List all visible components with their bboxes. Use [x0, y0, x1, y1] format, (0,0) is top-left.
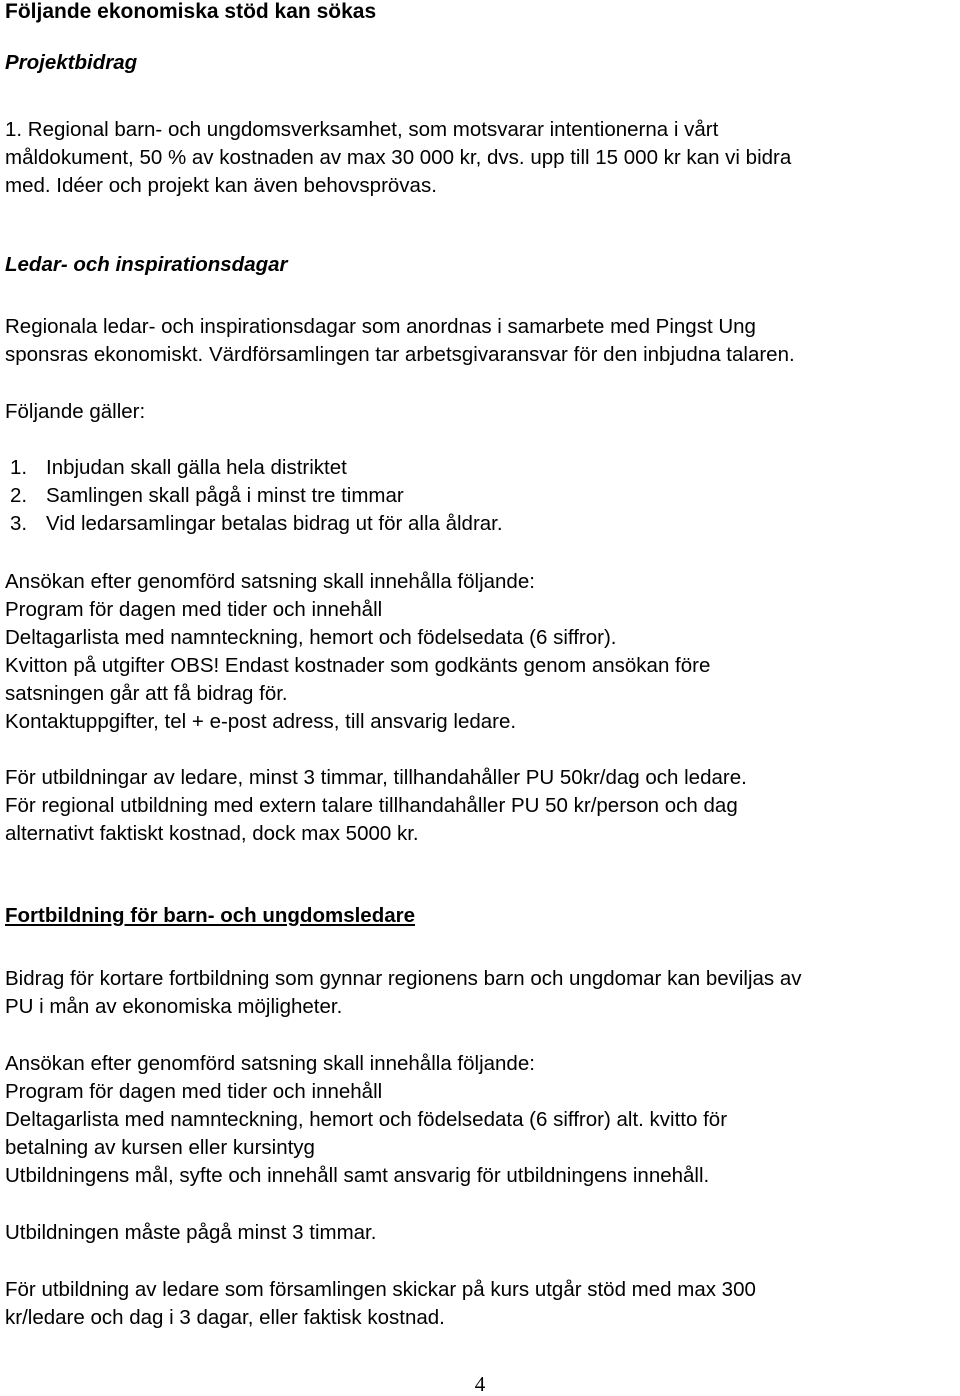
projektbidrag-body: [5, 116, 791, 200]
text-line: Program för dagen med tider och innehåll: [5, 1080, 383, 1103]
section-title-ledardagar: Ledar- och inspirationsdagar: [5, 253, 288, 276]
text-line: För utbildning av ledare som församlingen skickar på kurs utgår stöd med max 300: [5, 1278, 756, 1301]
page-number: 4: [474, 1372, 486, 1396]
text-line: Bidrag för kortare fortbildning som gynnar regionens barn och ungdomar kan beviljas av: [5, 967, 802, 990]
list-number: 1.: [10, 456, 28, 479]
list-text: Inbjudan skall gälla hela distriktet: [46, 456, 347, 479]
text-line: För regional utbildning med extern talare tillhandahåller PU 50 kr/person och dag: [5, 794, 738, 817]
text-line: Ansökan efter genomförd satsning skall innehålla följande:: [5, 570, 535, 593]
text-line: Ansökan efter genomförd satsning skall innehålla följande:: [5, 1052, 535, 1075]
text-line: måldokument, 50 % av kostnaden av max 30 000 kr, dvs. upp till 15 000 kr kan vi bidra: [5, 146, 792, 169]
fortbildning-intro: [5, 965, 802, 1021]
list-text: Samlingen skall pågå i minst tre timmar: [46, 484, 404, 507]
text-line: Program för dagen med tider och innehåll: [5, 598, 383, 621]
text-line: sponsras ekonomiskt. Värdförsamlingen tar arbetsgivaransvar för den inbjudna talaren.: [5, 343, 795, 366]
text-line: kr/ledare och dag i 3 dagar, eller faktisk kostnad.: [5, 1306, 445, 1329]
text-line: Kvitton på utgifter OBS! Endast kostnader som godkänts genom ansökan före: [5, 654, 711, 677]
text-line: alternativt faktiskt kostnad, dock max 5000 kr.: [5, 822, 419, 845]
text-line: För utbildningar av ledare, minst 3 timmar, tillhandahåller PU 50kr/dag och ledare.: [5, 766, 747, 789]
fortbildning-application: [5, 1050, 727, 1190]
text-line: Deltagarlista med namnteckning, hemort och födelsedata (6 siffror).: [5, 626, 617, 649]
ledardagar-support: [5, 764, 747, 848]
list-item: [5, 454, 503, 482]
text-line: Kontaktuppgifter, tel + e-post adress, till ansvarig ledare.: [5, 710, 517, 733]
text-line: Deltagarlista med namnteckning, hemort och födelsedata (6 siffror) alt. kvitto för: [5, 1108, 728, 1131]
section-title-fortbildning: Fortbildning för barn- och ungdomsledare: [5, 904, 415, 927]
rules-label: Följande gäller:: [5, 400, 146, 423]
list-text: Vid ledarsamlingar betalas bidrag ut för alla åldrar.: [46, 512, 503, 535]
text-line: Utbildningens mål, syfte och innehåll samt ansvarig för utbildningens innehåll.: [5, 1164, 710, 1187]
page-title: Följande ekonomiska stöd kan sökas: [5, 0, 377, 23]
list-number: 2.: [10, 484, 28, 507]
rules-list: [5, 454, 503, 538]
section-title-projektbidrag: Projektbidrag: [5, 51, 138, 74]
text-line: Regionala ledar- och inspirationsdagar som anordnas i samarbete med Pingst Ung: [5, 315, 756, 338]
text-line: 1. Regional barn- och ungdomsverksamhet, som motsvarar intentionerna i vårt: [5, 118, 719, 141]
list-item: [5, 482, 503, 510]
list-item: [5, 510, 503, 538]
ledardagar-intro: [5, 313, 795, 369]
fortbildning-support: [5, 1276, 756, 1332]
text-line: med. Idéer och projekt kan även behovsprövas.: [5, 174, 437, 197]
ledardagar-application: [5, 568, 710, 736]
list-number: 3.: [10, 512, 28, 535]
text-line: satsningen går att få bidrag för.: [5, 682, 288, 705]
text-line: PU i mån av ekonomiska möjligheter.: [5, 995, 343, 1018]
text-line: betalning av kursen eller kursintyg: [5, 1136, 315, 1159]
fortbildning-duration: Utbildningen måste pågå minst 3 timmar.: [5, 1221, 377, 1244]
